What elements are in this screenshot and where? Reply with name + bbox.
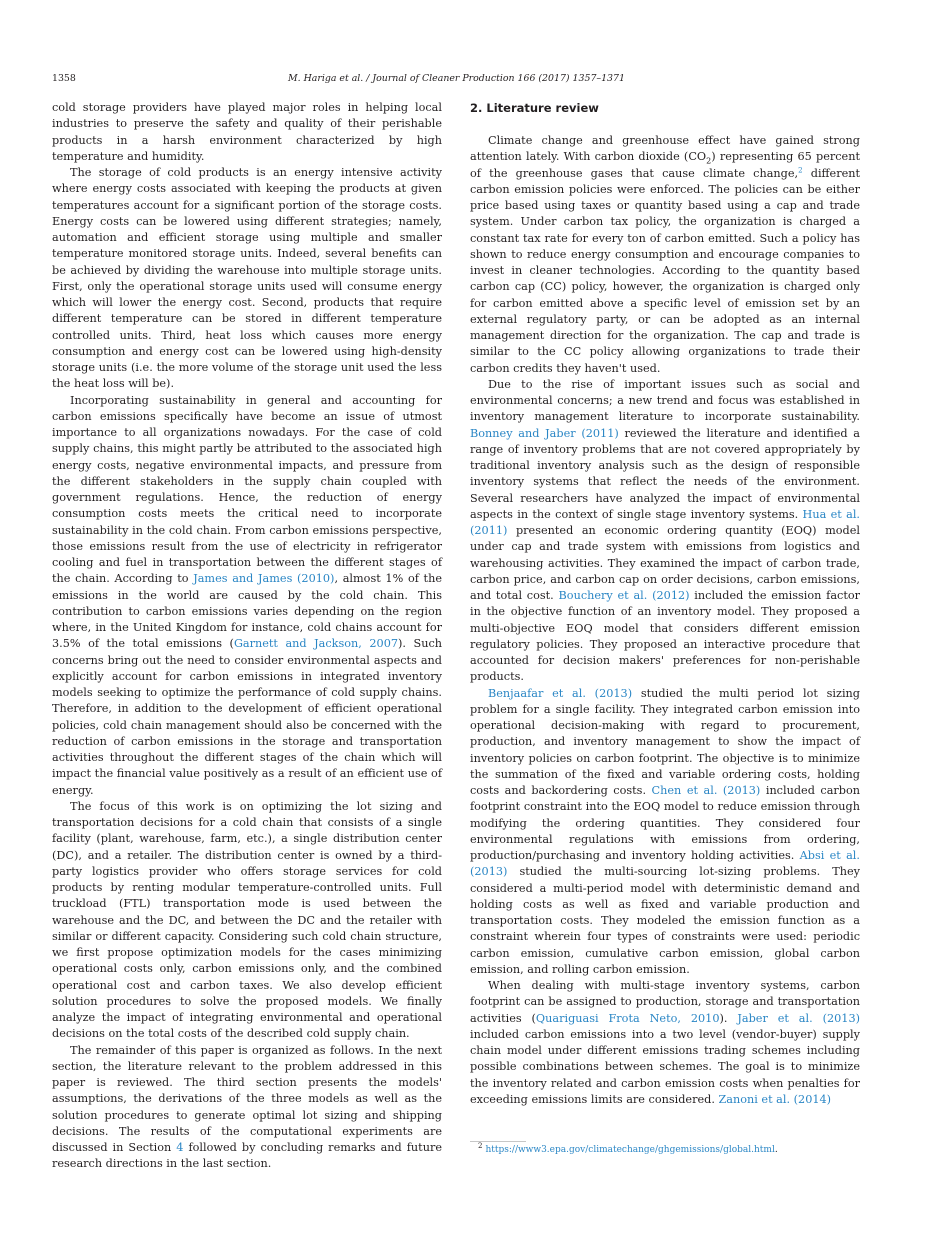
citation-link[interactable]: Chen et al. (2013) bbox=[651, 784, 761, 797]
citation-link[interactable]: Quariguasi Frota Neto, 2010 bbox=[535, 1011, 720, 1025]
citation-link[interactable]: James and James (2010) bbox=[193, 572, 335, 586]
right-column bbox=[470, 100, 860, 1108]
paragraph-energy-intensive: The storage of cold products is an energy intensive activity where energy costs associated with keeping the products at given temperatures account for a significant portion of the storage costs. Energy costs can be lowered using different strategies; namely, automation and efficient storage using multiple and smaller temperature monitored storage units. Indeed, several benefits can be achieved by dividing the warehouse into multiple storage units. First, only the operational storage units used will consume energy which will lower the energy cost. Second, products that require different temperature can be stored in different temperature controlled units. Third, heat loss which causes more energy consumption and energy cost can be lowered using high-density storage units (i.e. the more volume of the storage unit used the less the heat loss will be). bbox=[52, 166, 442, 391]
paragraph-focus-of-work: The focus of this work is on optimizing the lot sizing and transportation decisions for a cold chain that consists of a single facility (plant, warehouse, farm, etc.), a single distribution center (DC), and a retailer. The distribution center is owned by a third-party logistics provider who offers storage services for cold products by renting modular temperature-controlled units. Full truckload (FTL) transportation mode is used between the warehouse and the DC, and between the DC and the retailer with similar or different capacity. Considering such cold chain structure, we first propose optimization models for the cases minimizing operational costs only, carbon emissions only, and the combined operational cost and carbon taxes. We also develop efficient solution procedures to solve the proposed models. We finally analyze the impact of integrating environmental and operational decisions on the total costs of the described cold supply chain. bbox=[52, 799, 442, 1041]
paragraph-sustainability: Incorporating sustainability in general and accounting for carbon emissions specifically have become an issue of utmost importance to all organizations nowadays. For the case of cold supply chains, this might partly be attributed to the associated high energy costs, negative environmental impacts, and pressure from the different stakeholders in the supply chain coupled with government regulations. Hence, the reduction of energy consumption costs meets the critical need to incorporate sustainability in the cold chain. From carbon emissions perspective, those emissions result from the use of electricity in refrigerator cooling and fuel in transportation between the different stages of the chain. According to James and James (2010), almost 1% of the emissions in the world are caused by the cold chain. This contribution to carbon emissions varies depending on the region where, in the United Kingdom for instance, cold chains account for 3.5% of the total emissions (Garnett and Jackson, 2007). Such concerns bring out the need to consider environmental aspects and explicitly account for carbon emissions in integrated inventory models seeking to optimize the performance of cold supply chains. Therefore, in addition to the development of efficient operational policies, cold chain management should also be concerned with the reduction of carbon emissions in the storage and transportation activities throughout the different stages of the chain which will impact the financial value positively as a result of an efficient use of energy. bbox=[52, 393, 443, 797]
page-number: 1358 bbox=[52, 73, 76, 84]
citation-link[interactable]: Absi et al. (2013) bbox=[470, 849, 860, 879]
citation-link[interactable]: Benjaafar et al. (2013) bbox=[488, 686, 633, 700]
citation-link[interactable]: Garnett and Jackson, 2007 bbox=[233, 637, 399, 651]
footnote: $^2$ https://www3.epa.gov/climatechange/ghgemissions/global.html. bbox=[478, 1142, 778, 1155]
journal-reference: M. Hariga et al. / Journal of Cleaner Production 166 (2017) 1357–1371 bbox=[288, 73, 625, 84]
citation-link[interactable]: Hua et al. (2011) bbox=[470, 507, 860, 537]
paragraph-multi-stage: When dealing with multi-stage inventory systems, carbon footprint can be assigned to production, storage and transportation activities (Quariguasi Frota Neto, 2010). Jaber et al. (2013) included carbon emissions into a two level (vendor-buyer) supply chain model under different emissions trading schemes including possible combinations between schemes. The goal is to minimize the inventory related and carbon emission costs when penalties for exceeding emissions limits are considered. Zanoni et al. (2014) bbox=[470, 979, 860, 1106]
running-header bbox=[52, 73, 861, 89]
paragraph-lot-sizing: Benjaafar et al. (2013) studied the multi period lot sizing problem for a single facility. They integrated carbon emission into operational decision-making with regard to procurement, production, and inventory management to show the impact of inventory policies on carbon footprint. The objective is to minimize the summation of the fixed and variable ordering costs, holding costs and backordering costs. Chen et al. (2013) included carbon footprint constraint into the EOQ model to reduce emission through modifying the ordering quantities. They considered four environmental regulations with emissions from ordering, production/purchasing and inventory holding activities. Absi et al. (2013) studied the multi-sourcing lot-sizing problems. They considered a multi-period model with deterministic demand and holding costs as well as fixed and variable production and transportation costs. They modeled the emission function as a constraint wherein four types of constraints were used: periodic carbon emission, cumulative carbon emission, global carbon emission, and rolling carbon emission. bbox=[470, 686, 861, 976]
footnote-url-link[interactable]: https://www3.epa.gov/climatechange/ghgemissions/global.html bbox=[485, 1145, 775, 1155]
citation-link[interactable]: Bouchery et al. (2012) bbox=[558, 589, 690, 602]
paragraph-remainder: The remainder of this paper is organized as follows. In the next section, the literature relevant to the problem addressed in this paper is reviewed. The third section presents the models' assumptions, the derivations of the three models as well as the solution procedures to generate optimal lot sizing and shipping decisions. The results of the computational experiments are discussed in Section 4 followed by concluding remarks and future research directions in the last section. bbox=[52, 1043, 442, 1171]
footnote-mark: 2 bbox=[478, 1142, 483, 1150]
citation-link[interactable]: Jaber et al. (2013) bbox=[737, 1011, 860, 1025]
section-link[interactable]: 4 bbox=[176, 1141, 184, 1154]
left-column bbox=[52, 100, 442, 1173]
footnote-ref-link[interactable]: 2 bbox=[798, 165, 803, 174]
citation-link[interactable]: Bonney and Jaber (2011) bbox=[470, 426, 619, 440]
paragraph-cold-storage-providers: cold storage providers have played major roles in helping local industries to preserve the safety and quality of their perishable products in a harsh environment characterized by high temperature and humidity. bbox=[52, 101, 442, 163]
paragraph-inventory-literature: Due to the rise of important issues such as social and environmental concerns; a new trend and focus was established in inventory management literature to incorporate sustainability. Bonney and Jaber (2011) reviewed the literature and identified a range of inventory problems that are not covered appropriately by traditional inventory analysis such as the design of responsible inventory systems that reflect the needs of the environment. Several researchers have analyzed the impact of environmental aspects in the context of single stage inventory systems. Hua et al. (2011) presented an economic ordering quantity (EOQ) model under cap and trade system with emissions from logistics and warehousing activities. They examined the impact of carbon trade, carbon price, and carbon cap on order decisions, carbon emissions, and total cost. Bouchery et al. (2012) included the emission factor in the objective function of an inventory model. They proposed a multi-objective EOQ model that considers different emission regulatory policies. They proposed an interactive procedure that accounted for decision makers' preferences for non-perishable products. bbox=[470, 377, 861, 684]
citation-link[interactable]: Zanoni et al. (2014) bbox=[718, 1092, 832, 1106]
section-heading: 2. Literature review bbox=[470, 101, 599, 115]
paragraph-climate-change: Climate change and greenhouse effect have gained strong attention lately. With carbon dioxide $(CO_2)$ representing 65 percent of the greenhouse gases that cause climate change,$^2$ different carbon emission policies were enforced. The policies can be either price based using taxes or quantity based using a cap and trade system. Under carbon tax policy, the organization is charged a constant tax rate for every ton of carbon emitted. Such a policy has shown to reduce energy consumption and encourage companies to invest in cleaner technologies. According to the quantity based carbon cap (CC) policy, however, the organization is charged only for carbon emitted above a specific level of emission set by an external regulatory party, or can be adopted as an internal management direction for the organization. The cap and trade is similar to the CC policy allowing organizations to trade their carbon credits they haven't used. bbox=[470, 134, 860, 375]
